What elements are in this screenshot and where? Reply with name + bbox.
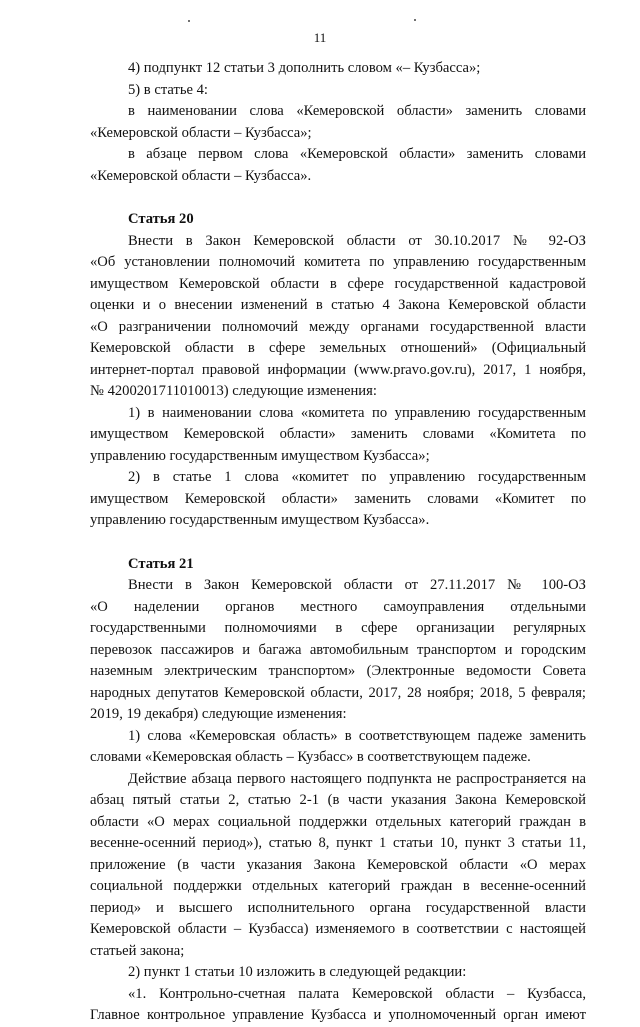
text-line: словами «Кемеровская область – Кузбасс» в соответствующем падеже. <box>90 749 531 765</box>
text-line: социальной поддержки отдельных категорий граждан в весенне-осенний <box>90 878 586 894</box>
text-line: «Кемеровской области – Кузбасса». <box>90 167 312 184</box>
text-line: Кемеровской области в сфере земельных отношений» (Официальный <box>90 340 586 356</box>
text-line: 4) подпункт 12 статьи 3 дополнить словом «– Кузбасса»; <box>128 60 481 76</box>
scan-speck <box>414 19 416 21</box>
text-line: «Об установлении полномочий комитета по управлению государственным <box>90 254 586 270</box>
text-line: Действие абзаца первого настоящего подпункта не распространяется на <box>128 770 586 787</box>
text-line: управлению государственным имуществом Кузбасса»; <box>90 447 430 464</box>
text-line: имуществом Кемеровской области» заменить словами «Комитет по <box>90 490 586 507</box>
text-line: управлению государственным имуществом Кузбасса». <box>90 512 430 528</box>
article-section <box>90 209 586 532</box>
text-line: Внести в Закон Кемеровской области от 27.11.2017 № 100-ОЗ <box>128 577 586 593</box>
text-line: интернет-портал правовой информации (www.pravo.gov.ru), 2017, 1 ноября, <box>90 361 586 378</box>
page-number: 11 <box>313 30 327 45</box>
text-line: области «О мерах социальной поддержки отдельных категорий граждан в <box>90 813 586 830</box>
article-heading: Статья 20 <box>128 211 194 227</box>
text-line: перевозок пассажиров и багажа автомобильным транспортом и городским <box>90 641 586 658</box>
text-line: 2019, 19 декабря) следующие изменения: <box>90 706 347 722</box>
text-line: 5) в статье 4: <box>128 81 208 98</box>
text-line: 1) в наименовании слова «комитета по управлению государственным <box>128 404 586 421</box>
text-line: приложение (в части указания Закона Кемеровской области «О мерах <box>90 856 586 873</box>
text-line: «О разграничении полномочий между органами государственной власти <box>90 318 586 335</box>
document-body <box>90 58 586 1027</box>
text-line: Кемеровской области – Кузбасса) изменяемого в соответствии с настоящей <box>90 921 586 937</box>
text-line: «1. Контрольно-счетная палата Кемеровской области – Кузбасса, <box>128 985 586 1002</box>
text-line: Главное контрольное управление Кузбасса и уполномоченный орган имеют <box>90 1007 586 1023</box>
text-line: Внести в Закон Кемеровской области от 30.10.2017 № 92-ОЗ <box>128 232 586 249</box>
text-line: в абзаце первом слова «Кемеровской области» заменить словами <box>128 146 586 162</box>
section-spacer <box>90 532 586 554</box>
text-line: в наименовании слова «Кемеровской области» заменить словами <box>128 103 586 119</box>
article-heading: Статья 21 <box>128 555 194 572</box>
text-line: народных депутатов Кемеровской области, 2017, 28 ноября; 2018, 5 февраля; <box>90 684 586 701</box>
text-line: № 4200201711010013) следующие изменения: <box>90 383 377 399</box>
section-spacer <box>90 187 586 209</box>
text-line: «Кемеровской области – Кузбасса»; <box>90 124 312 141</box>
text-line: «О наделении органов местного самоуправления отдельными <box>90 598 586 615</box>
scan-speck <box>188 20 190 22</box>
text-line: статьей закона; <box>90 942 185 959</box>
text-line: период» и высшего исполнительного органа государственной власти <box>90 899 586 916</box>
text-line: 2) в статье 1 слова «комитет по управлению государственным <box>128 469 586 485</box>
text-line: абзац пятый статьи 2, статью 2-1 (в части указания Закона Кемеровской <box>90 792 586 808</box>
text-line: государственными полномочиями в сфере организации регулярных <box>90 620 586 636</box>
text-line: весенне-осенний период»), статью 8, пункт 1 статьи 10, пункт 3 статьи 11, <box>90 835 586 851</box>
text-line: наземным электрическим транспортом» (Электронные ведомости Совета <box>90 663 586 679</box>
article-section <box>90 58 586 187</box>
text-line: имуществом Кемеровской области» заменить словами «Комитета по <box>90 426 586 442</box>
text-line: 2) пункт 1 статьи 10 изложить в следующей редакции: <box>128 964 467 980</box>
article-section <box>90 554 586 1027</box>
text-line: имуществом Кемеровской области в сфере государственной кадастровой <box>90 275 586 292</box>
text-line: оценки и о внесении изменений в статью 4 Закона Кемеровской области <box>90 297 586 313</box>
text-line: 1) слова «Кемеровская область» в соответствующем падеже заменить <box>128 727 586 744</box>
